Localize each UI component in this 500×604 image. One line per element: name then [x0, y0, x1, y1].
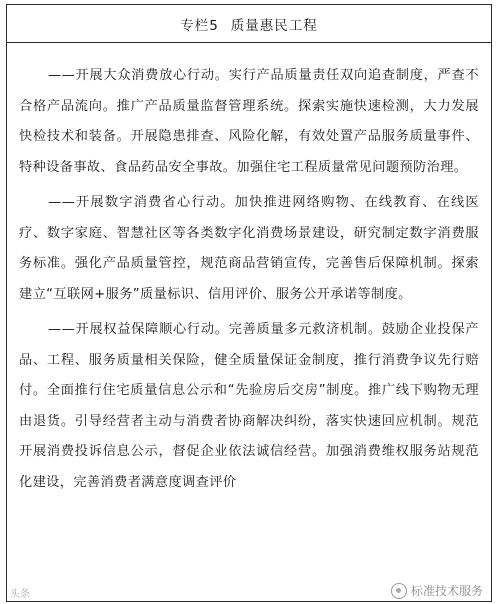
column-box	[6, 4, 492, 602]
paragraph-digital-consumption: ——开展数字消费省心行动。加快推进网络购物、在线教育、在线医疗、数字家庭、智慧社区等各类数字化消费场景建设，研究制定数字消费服务标准。强化产品质量管控，规范商品营销宣传，完善售后保障机制。探索建立“互联网+服务”质量标识、信用评价、服务公开承诺等制度。	[19, 195, 479, 302]
watermark	[388, 581, 486, 600]
paragraph-rights-protection: ——开展权益保障顺心行动。完善质量多元救济机制。鼓励企业投保产品、工程、服务质量相关保险，健全质量保证金制度，推行消费争议先行赔付。全面推行住宅质量信息公示和“先验房后交房”制度。推广线下购物无理由退货。引导经营者主动与消费者协商解决纠纷，落实快速回应机制。规范开展消费投诉信息公示，督促企业依法诚信经营。加强消费维权服务站规范化建设，完善消费者满意度调查评价	[19, 322, 479, 490]
source-corner-mark: 头条	[10, 589, 30, 600]
paragraph-consumer-assurance: ——开展大众消费放心行动。实行产品质量责任双向追查制度，严查不合格产品流向。推广产品质量监督管理系统。探索实施快速检测，大力发展快检技术和装备。开展隐患排查、风险化解，有效处置产品服务质量事件、特种设备事故、食品药品安全事故。加强住宅工程质量常见问题预防治理。	[19, 68, 479, 175]
column-header	[7, 5, 491, 43]
wechat-logo-icon	[391, 583, 407, 599]
column-title: 质量惠民工程	[230, 17, 318, 34]
watermark-text: 标准技术服务	[410, 584, 483, 598]
column-label: 专栏5	[180, 17, 219, 34]
column-content	[19, 61, 479, 498]
